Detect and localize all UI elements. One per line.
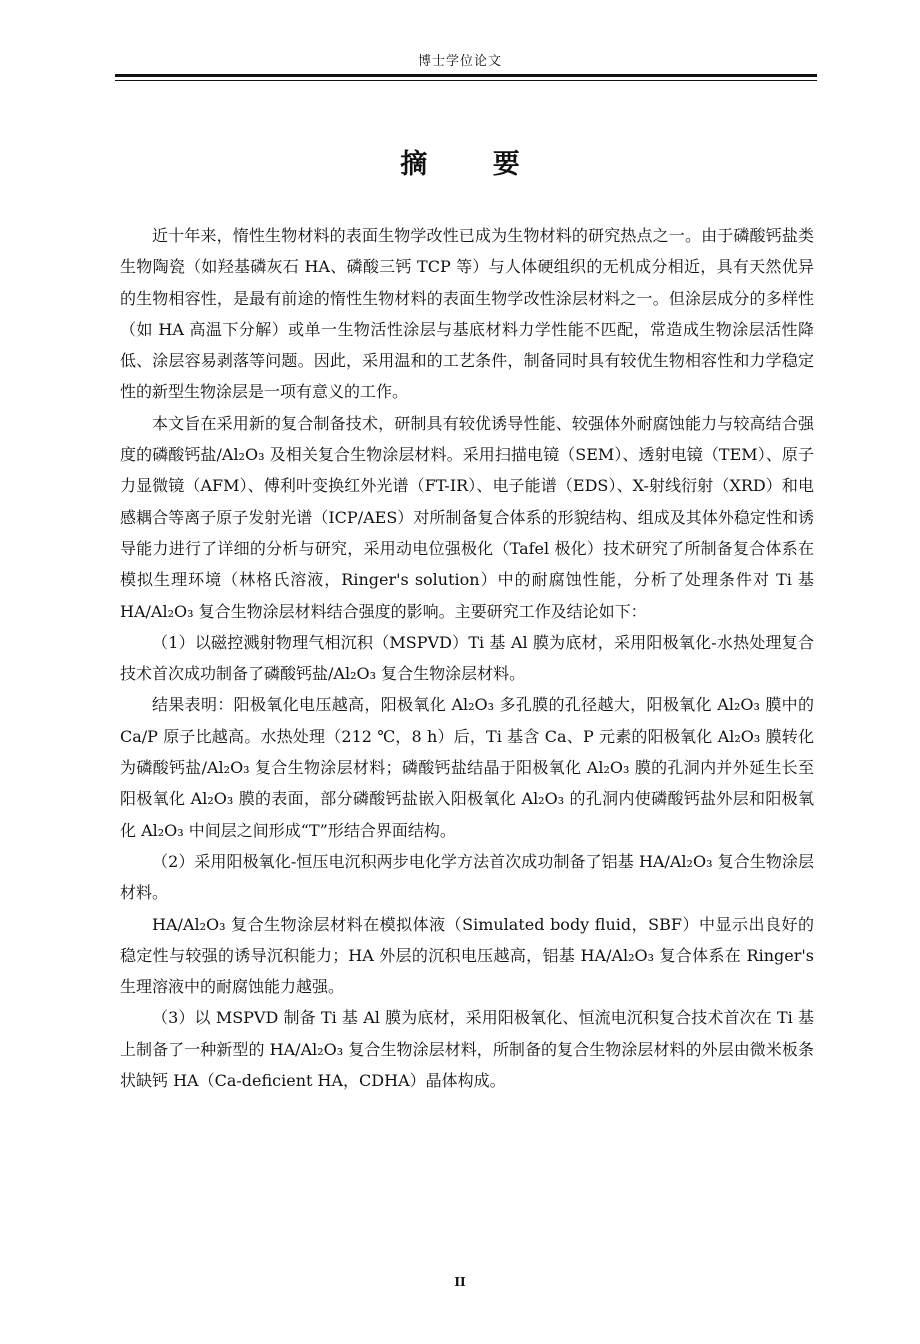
paragraph: 本文旨在采用新的复合制备技术，研制具有较优诱导性能、较强体外耐腐蚀能力与较高结合强度的磷酸钙盐/Al₂O₃ 及相关复合生物涂层材料。采用扫描电镜（SEM）、透射电镜（TEM）、原子力显微镜（AFM）、傅利叶变换红外光谱（FT-IR）、电子能谱（EDS）、X-射线衍射（XRD）和电感耦合等离子原子发射光谱（ICP/AES）对所制备复合体系的形貌结构、组成及其体外稳定性和诱导能力进行了详细的分析与研究，采用动电位强极化（Tafel 极化）技术研究了所制备复合体系在模拟生理环境（林格氏溶液，Ringer's solution）中的耐腐蚀性能，分析了处理条件对 Ti 基 HA/Al₂O₃ 复合生物涂层材料结合强度的影响。主要研究工作及结论如下： bbox=[120, 413, 814, 621]
page-number: II bbox=[454, 1275, 466, 1289]
header-rule-thin bbox=[115, 80, 817, 81]
paragraph: （2）采用阳极氧化-恒压电沉积两步电化学方法首次成功制备了铝基 HA/Al₂O₃ 复合生物涂层材料。 bbox=[120, 851, 814, 903]
paragraph: 近十年来，惰性生物材料的表面生物学改性已成为生物材料的研究热点之一。由于磷酸钙盐类生物陶瓷（如羟基磷灰石 HA、磷酸三钙 TCP 等）与人体硬组织的无机成分相近，具有天然优异的生物相容性，是最有前途的惰性生物材料的表面生物学改性涂层材料之一。但涂层成分的多样性（如 HA 高温下分解）或单一生物活性涂层与基底材料力学性能不匹配，常造成生物涂层活性降低、涂层容易剥落等问题。因此，采用温和的工艺条件，制备同时具有较优生物相容性和力学稳定性的新型生物涂层是一项有意义的工作。 bbox=[120, 226, 814, 402]
paragraph: HA/Al₂O₃ 复合生物涂层材料在模拟体液（Simulated body fluid，SBF）中显示出良好的稳定性与较强的诱导沉积能力；HA 外层的沉积电压越高，铝基 HA/Al₂O₃ 复合体系在 Ringer's 生理溶液中的耐腐蚀能力越强。 bbox=[120, 914, 814, 997]
abstract-body bbox=[120, 220, 814, 1096]
header-rule-thick bbox=[115, 74, 817, 77]
page-title: 摘 要 bbox=[400, 149, 548, 180]
paragraph: （1）以磁控溅射物理气相沉积（MSPVD）Ti 基 Al 膜为底材，采用阳极氧化-水热处理复合技术首次成功制备了磷酸钙盐/Al₂O₃ 复合生物涂层材料。 bbox=[120, 632, 814, 684]
paragraph: 结果表明：阳极氧化电压越高，阳极氧化 Al₂O₃ 多孔膜的孔径越大，阳极氧化 Al₂O₃ 膜中的 Ca/P 原子比越高。水热处理（212 ℃，8 h）后，Ti 基含 Ca、P 元素的阳极氧化 Al₂O₃ 膜转化为磷酸钙盐/Al₂O₃ 复合生物涂层材料；磷酸钙盐结晶于阳极氧化 Al₂O₃ 膜的孔洞内并外延生长至阳极氧化 Al₂O₃ 膜的表面，部分磷酸钙盐嵌入阳极氧化 Al₂O₃ 的孔洞内使磷酸钙盐外层和阳极氧化 Al₂O₃ 中间层之间形成“T”形结合界面结构。 bbox=[120, 695, 814, 840]
paragraph: （3）以 MSPVD 制备 Ti 基 Al 膜为底材，采用阳极氧化、恒流电沉积复合技术首次在 Ti 基上制备了一种新型的 HA/Al₂O₃ 复合生物涂层材料，所制备的复合生物涂层材料的外层由微米板条状缺钙 HA（Ca-deficient HA，CDHA）晶体构成。 bbox=[120, 1008, 814, 1091]
running-header: 博士学位论文 bbox=[417, 54, 502, 69]
